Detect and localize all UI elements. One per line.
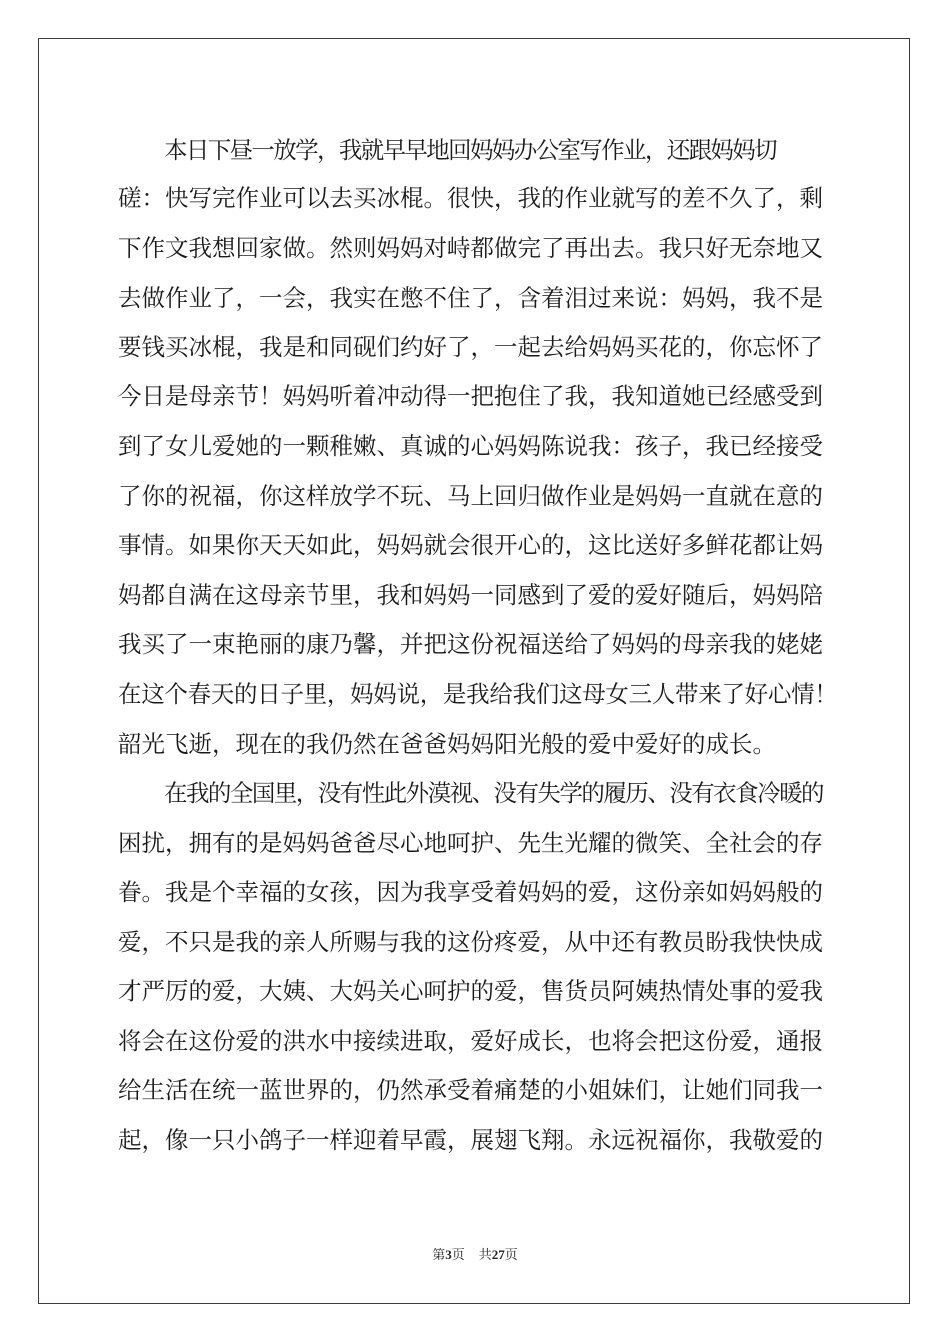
page-prefix: 第: [432, 1247, 446, 1262]
page-footer: [0, 1246, 950, 1264]
text-line-5: 要钱买冰棍，我是和同砚们约好了，一起去给妈妈买花的，你忘怀了: [118, 333, 823, 361]
text-line-8: 了你的祝福，你这样放学不玩、马上回归做作业是妈妈一直就在意的: [118, 482, 823, 510]
text-line-1: 本日下昼一放学，我就早早地回妈妈办公室写作业，还跟妈妈切: [164, 136, 776, 164]
total-prefix: 共: [478, 1247, 492, 1262]
total-pages: 27: [491, 1247, 505, 1262]
text-line-10: 妈都自满在这母亲节里，我和妈妈一同感到了爱的爱好随后，妈妈陪: [118, 581, 823, 609]
text-line-20: 给生活在统一蓝世界的，仍然承受着痛楚的小姐妹们，让她们同我一: [118, 1076, 823, 1104]
text-line-13: 韶光飞逝，现在的我仍然在爸爸妈妈阳光般的爱中爱好的成长。: [118, 730, 776, 758]
text-line-3: 下作文我想回家做。然则妈妈对峙都做完了再出去。我只好无奈地又: [118, 234, 823, 262]
text-line-14: 在我的全国里，没有性此外漠视、没有失学的履历、没有衣食冷暖的: [164, 779, 823, 807]
page-border: [38, 38, 910, 1304]
text-line-17: 爱，不只是我的亲人所赐与我的这份疼爱，从中还有教员盼我快快成: [118, 928, 823, 956]
text-line-16: 眷。我是个幸福的女孩，因为我享受着妈妈的爱，这份亲如妈妈般的: [118, 878, 823, 906]
page-suffix: 页: [451, 1247, 465, 1262]
text-line-6: 今日是母亲节！妈妈听着冲动得一把抱住了我，我知道她已经感受到: [118, 382, 823, 410]
page-number: 3: [445, 1247, 452, 1262]
text-line-21: 起，像一只小鸽子一样迎着早霞，展翅飞翔。永远祝福你，我敬爱的: [118, 1126, 823, 1154]
text-line-2: 磋：快写完作业可以去买冰棍。很快，我的作业就写的差不久了，剩: [118, 184, 823, 212]
text-line-9: 事情。如果你天天如此，妈妈就会很开心的，这比送好多鲜花都让妈: [118, 531, 823, 559]
text-line-7: 到了女儿爱她的一颗稚嫩、真诚的心妈妈陈说我：孩子，我已经接受: [118, 432, 823, 460]
text-line-15: 困扰，拥有的是妈妈爸爸尽心地呵护、先生光耀的微笑、全社会的存: [118, 829, 823, 857]
text-line-4: 去做作业了，一会，我实在憋不住了，含着泪过来说：妈妈，我不是: [118, 284, 823, 312]
text-line-12: 在这个春天的日子里，妈妈说，是我给我们这母女三人带来了好心情！: [118, 680, 838, 708]
text-line-11: 我买了一束艳丽的康乃馨，并把这份祝福送给了妈妈的母亲我的姥姥: [118, 630, 823, 658]
text-line-19: 将会在这份爱的洪水中接续进取，爱好成长，也将会把这份爱，通报: [118, 1027, 823, 1055]
text-line-18: 才严厉的爱，大姨、大妈关心呵护的爱，售货员阿姨热情处事的爱我: [118, 977, 823, 1005]
total-suffix: 页: [504, 1247, 518, 1262]
